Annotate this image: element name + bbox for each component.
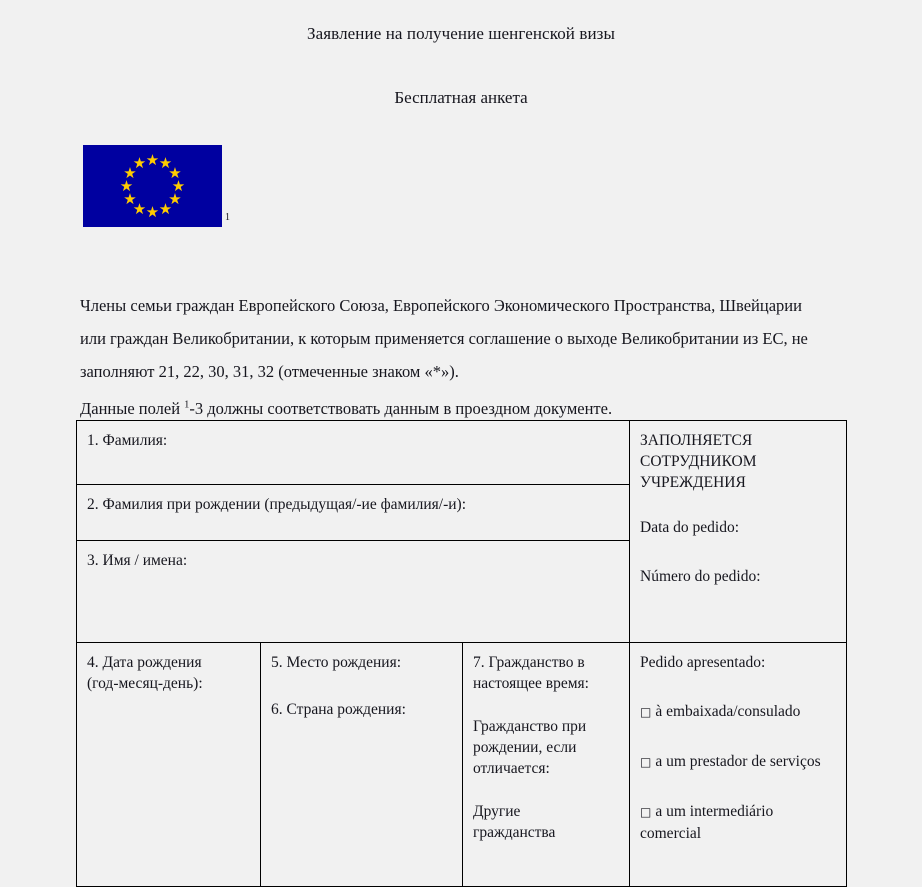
eu-star-icon: ★: [168, 190, 182, 208]
page-title: Заявление на получение шенгенской визы: [306, 24, 615, 43]
checkbox-option-commercial-intermediary-label-line-2: comercial: [640, 825, 702, 842]
eu-star-icon: ★: [145, 151, 160, 169]
eu-star-icon: ★: [119, 177, 134, 195]
eu-star-icon: ★: [168, 164, 182, 182]
request-submitted-label: Pedido apresentado:: [640, 654, 766, 671]
official-use-heading-line-2: СОТРУДНИКОМ: [640, 453, 757, 470]
eu-star-icon: ★: [158, 154, 173, 173]
eu-star-icon: ★: [145, 203, 160, 221]
field-other-nationalities-label-line-1: Другие: [473, 803, 521, 820]
field-country-of-birth[interactable]: [271, 699, 452, 720]
field-current-nationality-label-line-2: настоящее время:: [473, 675, 589, 692]
flag-footnote-marker: 1: [225, 212, 230, 223]
fields-note-suffix: -3 должны соответствовать данным в проездном документе.: [189, 399, 613, 418]
eu-star-icon: ★: [123, 164, 137, 182]
field-nationality-at-birth-label-line-3: отличается:: [473, 760, 550, 777]
field-place-of-birth[interactable]: [271, 652, 452, 673]
official-use-request-submitted-cell: [630, 643, 847, 887]
checkbox-icon[interactable]: □: [640, 805, 652, 819]
page-subtitle: Бесплатная анкета: [394, 88, 528, 107]
field-current-nationality[interactable]: [473, 652, 619, 694]
field-given-names[interactable]: [77, 541, 630, 643]
field-number-of-request-label: Número do pedido:: [640, 568, 761, 585]
field-other-nationalities-label-line-2: гражданства: [473, 824, 556, 841]
eu-star-icon: ★: [132, 199, 147, 218]
field-other-nationalities[interactable]: [473, 801, 619, 843]
field-nationality-at-birth-label-line-2: рождении, если: [473, 739, 577, 756]
fields-match-travel-document-note: [80, 398, 840, 420]
eu-star-icon: ★: [158, 199, 173, 218]
application-form-table: [76, 420, 847, 887]
field-given-names-label: 3. Имя / имена:: [87, 552, 188, 569]
field-date-of-birth-label-line-1: 4. Дата рождения: [87, 654, 202, 671]
checkbox-option-commercial-intermediary[interactable]: [640, 801, 836, 844]
checkbox-option-commercial-intermediary-label-line-1: a um intermediário: [655, 803, 774, 820]
field-surname[interactable]: [77, 421, 630, 485]
field-surname-at-birth-label: 2. Фамилия при рождении (предыдущая/-ие фамилия/-и):: [87, 496, 467, 513]
checkbox-icon[interactable]: □: [640, 755, 652, 769]
field-date-of-request-label: Data do pedido:: [640, 519, 740, 536]
field-place-and-country-of-birth[interactable]: [261, 643, 463, 887]
field-nationality-group[interactable]: [463, 643, 630, 887]
eu-star-icon: ★: [123, 190, 137, 208]
fields-note-superscript: 1: [184, 399, 190, 411]
field-surname-at-birth[interactable]: [77, 485, 630, 541]
official-use-heading-line-1: ЗАПОЛНЯЕТСЯ: [640, 432, 753, 449]
field-date-of-request[interactable]: [640, 517, 836, 538]
intro-paragraph: Члены семьи граждан Европейского Союза, Европейского Экономического Пространства, Швейцарии или граждан Великобритании, к которым применяется соглашение о выходе Великобритании из ЕС, не заполняют 21, 22, 30, 31, 32 (отмеченные знаком «*»).: [80, 295, 808, 381]
table-row-birth-details: [77, 643, 847, 887]
official-use-cell: [630, 421, 847, 643]
field-surname-label: 1. Фамилия:: [87, 432, 168, 449]
field-country-of-birth-label: 6. Страна рождения:: [271, 701, 406, 718]
checkbox-option-service-provider[interactable]: [640, 751, 836, 773]
table-row-surname: [77, 421, 847, 485]
eu-star-icon: ★: [132, 154, 147, 173]
official-use-heading-line-3: УЧРЕЖДЕНИЯ: [640, 474, 746, 491]
fields-note-prefix: Данные полей: [80, 399, 185, 418]
field-date-of-birth-label-line-2: (год-месяц-день):: [87, 675, 203, 692]
field-place-of-birth-label: 5. Место рождения:: [271, 654, 402, 671]
official-use-heading: [640, 430, 836, 493]
field-nationality-at-birth-label-line-1: Гражданство при: [473, 718, 587, 735]
checkbox-icon[interactable]: □: [640, 705, 652, 719]
field-nationality-at-birth[interactable]: [473, 716, 619, 779]
checkbox-option-embassy[interactable]: [640, 701, 836, 723]
eu-flag-container: [83, 145, 230, 227]
checkbox-option-service-provider-label: a um prestador de serviços: [655, 753, 821, 770]
checkbox-option-embassy-label: à embaixada/consulado: [655, 703, 801, 720]
eu-star-icon: ★: [171, 177, 186, 195]
request-submitted-heading: [640, 652, 836, 673]
european-union-flag-icon: [83, 145, 222, 227]
field-current-nationality-label-line-1: 7. Гражданство в: [473, 654, 585, 671]
field-date-of-birth[interactable]: [77, 643, 261, 887]
field-number-of-request[interactable]: [640, 566, 836, 587]
